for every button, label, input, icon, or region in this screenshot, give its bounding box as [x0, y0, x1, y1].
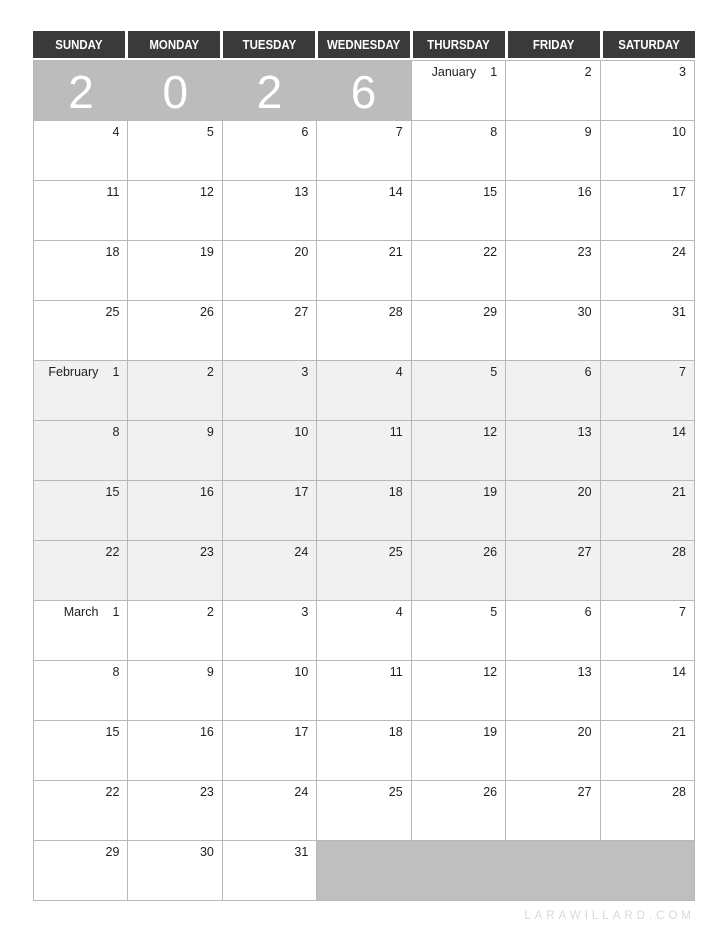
day-cell [506, 361, 600, 421]
day-number: 28 [672, 785, 686, 799]
month-label: February [48, 365, 99, 379]
day-cell [506, 421, 600, 481]
weekday-header-friday [508, 31, 600, 58]
day-cell [601, 181, 695, 241]
day-number: 26 [483, 545, 498, 559]
day-cell [128, 481, 222, 541]
day-number: 5 [490, 605, 498, 619]
day-number: 30 [199, 845, 214, 859]
day-cell [34, 841, 128, 901]
day-cell [223, 181, 317, 241]
day-cell [412, 541, 506, 601]
weekday-header-tuesday [223, 31, 315, 58]
day-number: 27 [577, 785, 592, 799]
day-cell [128, 541, 222, 601]
day-number: 14 [672, 665, 686, 679]
day-cell [128, 781, 222, 841]
day-number: 10 [294, 425, 309, 439]
day-number: 23 [199, 545, 214, 559]
day-cell [34, 361, 128, 421]
day-number: 4 [395, 605, 403, 619]
day-cell [412, 301, 506, 361]
day-number: 26 [199, 305, 214, 319]
day-number: 7 [679, 605, 686, 619]
day-cell [317, 541, 411, 601]
day-number: 17 [672, 185, 686, 199]
day-cell [128, 721, 222, 781]
day-number: 21 [672, 485, 686, 499]
day-cell [317, 181, 411, 241]
day-cell [128, 241, 222, 301]
day-number: 25 [105, 305, 120, 319]
day-cell [34, 301, 128, 361]
day-number: 19 [483, 725, 498, 739]
day-number: 1 [112, 605, 120, 619]
day-number: 10 [672, 125, 686, 139]
day-cell [506, 481, 600, 541]
day-number: 19 [483, 485, 498, 499]
day-cell [223, 421, 317, 481]
day-cell [601, 601, 695, 661]
day-cell [601, 61, 695, 121]
day-number: 27 [294, 305, 309, 319]
day-cell [128, 301, 222, 361]
weekday-header-monday [128, 31, 220, 58]
weekday-label: MONDAY [149, 37, 199, 52]
day-number: 29 [483, 305, 498, 319]
day-cell [128, 421, 222, 481]
day-cell [128, 121, 222, 181]
day-number: 25 [388, 785, 403, 799]
day-number: 20 [577, 485, 592, 499]
day-number: 1 [490, 65, 498, 79]
day-cell [601, 541, 695, 601]
day-number: 24 [294, 545, 309, 559]
day-number: 26 [483, 785, 498, 799]
day-cell [412, 61, 506, 121]
day-number: 27 [577, 545, 592, 559]
weekday-header-sunday [33, 31, 125, 58]
day-number: 6 [584, 365, 592, 379]
day-number: 15 [105, 725, 120, 739]
day-cell [317, 481, 411, 541]
year-digit: 6 [350, 65, 377, 118]
day-cell [601, 421, 695, 481]
day-cell [506, 241, 600, 301]
day-number: 16 [199, 485, 214, 499]
day-cell [34, 721, 128, 781]
day-cell [601, 661, 695, 721]
day-number: 20 [294, 245, 309, 259]
trailing-filler-block [317, 841, 695, 901]
day-cell [34, 661, 128, 721]
day-number: 31 [294, 845, 309, 859]
month-label: March [63, 605, 99, 619]
day-cell [601, 241, 695, 301]
day-number: 24 [294, 785, 309, 799]
day-cell [506, 781, 600, 841]
day-number: 11 [389, 425, 403, 439]
day-cell [34, 181, 128, 241]
weekday-label: WEDNESDAY [327, 37, 401, 52]
day-cell [34, 241, 128, 301]
day-number: 12 [199, 185, 214, 199]
day-cell [506, 61, 600, 121]
day-cell [506, 121, 600, 181]
day-number: 17 [294, 485, 309, 499]
day-number: 5 [206, 125, 214, 139]
day-number: 4 [112, 125, 120, 139]
day-number: 28 [388, 305, 403, 319]
weekday-label: FRIDAY [533, 37, 575, 52]
day-number: 14 [388, 185, 403, 199]
day-cell [412, 481, 506, 541]
day-number: 22 [105, 545, 120, 559]
day-cell [601, 121, 695, 181]
month-label: January [431, 65, 477, 79]
day-number: 15 [105, 485, 120, 499]
day-cell [223, 781, 317, 841]
weekday-header-row [33, 31, 695, 58]
day-cell [223, 841, 317, 901]
day-number: 8 [490, 125, 498, 139]
day-cell [317, 361, 411, 421]
day-cell [34, 481, 128, 541]
day-cell [412, 361, 506, 421]
day-number: 8 [112, 425, 120, 439]
day-number: 28 [672, 545, 686, 559]
day-number: 6 [301, 125, 309, 139]
day-cell [223, 541, 317, 601]
day-cell [34, 781, 128, 841]
day-number: 3 [301, 605, 309, 619]
day-cell [601, 361, 695, 421]
day-cell [412, 241, 506, 301]
day-cell [412, 421, 506, 481]
day-cell [34, 121, 128, 181]
day-number: 11 [106, 185, 120, 199]
day-cell [412, 181, 506, 241]
day-cell [506, 601, 600, 661]
weekday-label: TUESDAY [242, 37, 296, 52]
day-number: 9 [206, 665, 214, 679]
day-number: 29 [105, 845, 120, 859]
day-cell [601, 781, 695, 841]
day-number: 12 [483, 425, 498, 439]
day-number: 17 [294, 725, 309, 739]
day-cell [317, 301, 411, 361]
day-number: 13 [577, 665, 592, 679]
day-number: 9 [206, 425, 214, 439]
day-cell [223, 241, 317, 301]
day-cell [34, 601, 128, 661]
year-banner [34, 61, 412, 121]
year-digit: 2 [68, 65, 94, 118]
weekday-header-thursday [413, 31, 505, 58]
day-cell [223, 721, 317, 781]
day-number: 14 [672, 425, 686, 439]
day-cell [412, 661, 506, 721]
day-cell [223, 301, 317, 361]
day-number: 7 [679, 365, 686, 379]
day-cell [506, 541, 600, 601]
day-cell [34, 421, 128, 481]
day-cell [317, 781, 411, 841]
weekday-label: SUNDAY [55, 37, 103, 52]
footer-credit: LARAWILLARD.COM [524, 910, 695, 922]
day-number: 18 [388, 485, 403, 499]
day-cell [128, 181, 222, 241]
day-cell [223, 661, 317, 721]
day-cell [601, 721, 695, 781]
day-cell [317, 121, 411, 181]
day-cell [317, 241, 411, 301]
day-cell [412, 721, 506, 781]
day-number: 5 [490, 365, 498, 379]
day-number: 4 [395, 365, 403, 379]
day-number: 13 [577, 425, 592, 439]
day-number: 22 [483, 245, 498, 259]
day-number: 16 [199, 725, 214, 739]
weekday-label: THURSDAY [427, 37, 491, 52]
day-cell [506, 301, 600, 361]
day-number: 20 [577, 725, 592, 739]
day-cell [223, 601, 317, 661]
day-number: 7 [395, 125, 403, 139]
day-number: 22 [105, 785, 120, 799]
day-cell [412, 121, 506, 181]
day-number: 24 [672, 245, 686, 259]
day-number: 30 [577, 305, 592, 319]
day-number: 13 [294, 185, 309, 199]
day-cell [34, 541, 128, 601]
day-cell [601, 481, 695, 541]
weekday-label: SATURDAY [618, 37, 680, 52]
day-cell [223, 481, 317, 541]
day-number: 16 [577, 185, 592, 199]
day-number: 18 [105, 245, 120, 259]
day-number: 23 [577, 245, 592, 259]
day-number: 6 [584, 605, 592, 619]
day-cell [412, 601, 506, 661]
day-cell [128, 841, 222, 901]
day-cell [223, 121, 317, 181]
day-number: 11 [389, 665, 403, 679]
day-cell [128, 601, 222, 661]
day-number: 25 [388, 545, 403, 559]
day-cell [317, 421, 411, 481]
day-number: 19 [199, 245, 214, 259]
day-number: 18 [388, 725, 403, 739]
year-digit: 2 [256, 65, 283, 118]
weekday-header-wednesday [318, 31, 410, 58]
day-number: 21 [388, 245, 403, 259]
day-number: 12 [483, 665, 498, 679]
weekday-header-saturday [603, 31, 695, 58]
day-number: 23 [199, 785, 214, 799]
day-cell [506, 181, 600, 241]
day-cell [317, 661, 411, 721]
day-number: 3 [301, 365, 309, 379]
day-number: 9 [584, 125, 592, 139]
year-digit: 0 [162, 65, 189, 118]
day-number: 1 [112, 365, 120, 379]
day-number: 2 [206, 605, 214, 619]
day-cell [506, 661, 600, 721]
day-cell [223, 361, 317, 421]
day-cell [601, 301, 695, 361]
day-number: 10 [294, 665, 309, 679]
day-cell [317, 721, 411, 781]
day-number: 3 [679, 65, 686, 79]
day-number: 2 [206, 365, 214, 379]
calendar-grid [33, 60, 695, 901]
day-number: 2 [584, 65, 592, 79]
day-number: 15 [483, 185, 498, 199]
day-number: 21 [672, 725, 686, 739]
day-cell [317, 601, 411, 661]
day-cell [128, 661, 222, 721]
calendar-page [33, 31, 695, 901]
day-number: 8 [112, 665, 120, 679]
day-number: 31 [672, 305, 686, 319]
day-cell [506, 721, 600, 781]
day-cell [412, 781, 506, 841]
day-cell [128, 361, 222, 421]
